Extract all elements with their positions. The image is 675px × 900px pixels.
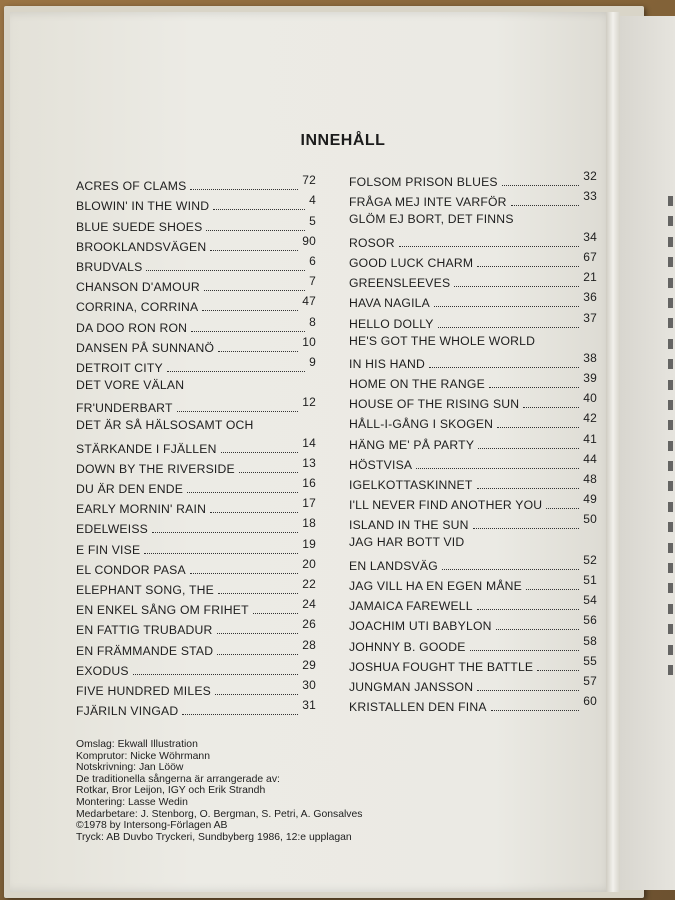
- dot-leader: [477, 609, 579, 610]
- toc-entry-title: IGELKOTTASKINNET: [349, 478, 473, 493]
- toc-entry-title: ISLAND IN THE SUN: [349, 518, 469, 533]
- dot-leader: [191, 331, 305, 332]
- toc-page-number: 30: [302, 677, 316, 692]
- toc-entry-title: EN FRÄMMANDE STAD: [76, 643, 214, 658]
- toc-page-number: 72: [302, 173, 316, 188]
- credit-line: De traditionella sångerna är arrangerade av:: [76, 773, 280, 785]
- toc-page-number: 49: [583, 492, 597, 507]
- toc-entry-title: BLOWIN' IN THE WIND: [76, 199, 210, 214]
- toc-page-number: 47: [302, 294, 316, 309]
- toc-entry-title: BRUDVALS: [76, 259, 143, 274]
- toc-page-number: 34: [583, 229, 597, 244]
- toc-entry: [76, 378, 316, 418]
- dot-leader: [399, 246, 580, 247]
- toc-entry-title: HAVA NAGILA: [349, 296, 430, 311]
- dot-leader: [429, 367, 579, 368]
- toc-entry-title: ACRES OF CLAMS: [76, 179, 187, 194]
- toc-entry: [349, 613, 597, 636]
- dot-leader: [144, 553, 298, 554]
- dot-leader: [526, 589, 579, 590]
- toc-page-number: 9: [309, 354, 316, 369]
- toc-entry-title: EN FATTIG TRUBADUR: [76, 623, 213, 638]
- toc-page-number: 48: [583, 472, 597, 487]
- dot-leader: [217, 654, 298, 655]
- toc-entry: [76, 455, 316, 479]
- toc-entry: [349, 249, 597, 273]
- dot-leader: [442, 569, 579, 570]
- toc-page-number: 52: [583, 552, 597, 567]
- dot-leader: [546, 508, 579, 509]
- toc-entry: [76, 314, 316, 337]
- toc-page-number: 17: [302, 496, 316, 511]
- toc-entry-title: JAMAICA FAREWELL: [349, 599, 473, 614]
- toc-page-number: 16: [302, 476, 316, 491]
- dot-leader: [253, 613, 298, 614]
- toc-entry-title: BROOKLANDSVÄGEN: [76, 239, 207, 254]
- toc-entry-title: I'LL NEVER FIND ANOTHER YOU: [349, 498, 543, 513]
- dot-leader: [477, 690, 579, 691]
- toc-entry-title-continued: STÄRKANDE I FJÄLLEN: [76, 441, 217, 456]
- dot-leader: [497, 427, 579, 428]
- dot-leader: [217, 633, 299, 634]
- toc-entry-title: GREENSLEEVES: [349, 276, 451, 291]
- dot-leader: [489, 387, 579, 388]
- toc-entry: [76, 476, 316, 499]
- toc-entry-title: KRISTALLEN DEN FINA: [349, 700, 487, 715]
- toc-entry: [76, 193, 316, 216]
- toc-entry: [349, 535, 597, 575]
- toc-page-number: 18: [302, 516, 316, 531]
- toc-entry: [76, 274, 316, 297]
- dot-leader: [491, 710, 580, 711]
- toc-entry: [76, 657, 316, 681]
- toc-entry-title: DET VORE VÄLAN: [76, 377, 185, 392]
- toc-page-number: 44: [583, 451, 597, 466]
- toc-entry-title: HE'S GOT THE WHOLE WORLD: [349, 333, 536, 348]
- toc-page-number: 28: [302, 637, 316, 652]
- toc-page-number: 14: [302, 435, 316, 450]
- toc-entry-title: DANSEN PÅ SUNNANÖ: [76, 340, 215, 355]
- toc-page-number: 57: [583, 673, 597, 688]
- toc-entry: [349, 310, 597, 333]
- dot-leader: [218, 351, 298, 352]
- toc-entry: [349, 169, 597, 192]
- toc-entry-title: FRÅGA MEJ INTE VARFÖR: [349, 195, 507, 210]
- dot-leader: [496, 629, 580, 630]
- dot-leader: [210, 512, 298, 513]
- toc-page-number: 56: [583, 613, 597, 628]
- toc-page-number: 60: [583, 694, 597, 709]
- toc-entry: [349, 451, 597, 475]
- toc-entry-title: DU ÄR DEN ENDE: [76, 482, 184, 497]
- toc-left-column: [76, 173, 316, 721]
- dot-leader: [206, 230, 305, 231]
- next-page-text-fragments: [668, 196, 675, 685]
- toc-entry: [349, 633, 597, 656]
- toc-page-number: 24: [302, 597, 316, 612]
- toc-entry: [76, 354, 316, 378]
- toc-page-number: 50: [583, 512, 597, 527]
- toc-entry-title: DA DOO RON RON: [76, 320, 188, 335]
- toc-entry-title: EDELWEISS: [76, 522, 149, 537]
- dot-leader: [477, 488, 580, 489]
- toc-entry: [76, 677, 316, 701]
- dot-leader: [190, 573, 298, 574]
- toc-entry-title: BLUE SUEDE SHOES: [76, 219, 203, 234]
- credit-line: Tryck: AB Duvbo Tryckeri, Sundbyberg 1986, 12:e upplagan: [76, 831, 352, 843]
- toc-entry: [349, 189, 597, 212]
- toc-entry-title: DETROIT CITY: [76, 360, 163, 375]
- toc-entry-title: FOLSOM PRISON BLUES: [349, 175, 498, 190]
- dot-leader: [438, 327, 580, 328]
- toc-entry: [76, 516, 316, 539]
- dot-leader: [454, 286, 579, 287]
- toc-entry-title-continued: IN HIS HAND: [349, 356, 426, 371]
- dot-leader: [204, 290, 305, 291]
- dot-leader: [511, 205, 580, 206]
- toc-entry-title: GOOD LUCK CHARM: [349, 255, 474, 270]
- toc-entry: [349, 653, 597, 677]
- toc-page-number: 22: [302, 576, 316, 591]
- toc-entry: [76, 576, 316, 600]
- toc-entry: [349, 593, 597, 616]
- toc-page-number: 19: [302, 536, 316, 551]
- dot-leader: [477, 266, 579, 267]
- dot-leader: [434, 306, 579, 307]
- toc-page-number: 4: [309, 193, 316, 208]
- toc-page-number: 6: [309, 253, 316, 268]
- toc-entry: [349, 334, 597, 374]
- toc-page-number: 40: [583, 391, 597, 406]
- toc-entry: [349, 391, 597, 414]
- dot-leader: [416, 468, 579, 469]
- dot-leader: [215, 694, 298, 695]
- toc-page-number: 55: [583, 653, 597, 668]
- toc-entry-title: EN ENKEL SÅNG OM FRIHET: [76, 603, 249, 618]
- toc-page-number: 67: [583, 249, 597, 264]
- toc-entry: [349, 492, 597, 515]
- toc-entry-title: JOSHUA FOUGHT THE BATTLE: [349, 659, 534, 674]
- publication-credits: [76, 739, 436, 843]
- toc-page-number: 21: [583, 270, 597, 285]
- dot-leader: [473, 528, 580, 529]
- book-gutter: [606, 12, 620, 892]
- toc-entry: [349, 694, 597, 717]
- dot-leader: [190, 189, 298, 190]
- toc-entry-title: DOWN BY THE RIVERSIDE: [76, 461, 235, 476]
- toc-page-number: 8: [309, 314, 316, 329]
- toc-page-number: 39: [583, 371, 597, 386]
- toc-entry-title: CHANSON D'AMOUR: [76, 280, 200, 295]
- dot-leader: [523, 407, 579, 408]
- dot-leader: [470, 650, 580, 651]
- toc-entry-title-continued: FR'UNDERBART: [76, 401, 173, 416]
- toc-page-number: 37: [583, 310, 597, 325]
- toc-entry: [76, 698, 316, 721]
- credit-line: ©1978 by Intersong-Förlagen AB: [76, 820, 228, 832]
- toc-entry: [76, 334, 316, 358]
- toc-page-number: 29: [302, 657, 316, 672]
- toc-page-number: 26: [302, 617, 316, 632]
- toc-entry-title: E FIN VISE: [76, 542, 141, 557]
- dot-leader: [187, 492, 298, 493]
- toc-entry-title: JAG VILL HA EN EGEN MÅNE: [349, 578, 522, 593]
- toc-page-number: 58: [583, 633, 597, 648]
- dot-leader: [133, 674, 299, 675]
- toc-page-number: 10: [302, 334, 316, 349]
- dot-leader: [213, 209, 305, 210]
- toc-entry: [349, 371, 597, 394]
- toc-page-number: 13: [302, 455, 316, 470]
- toc-entry: [76, 233, 316, 257]
- dot-leader: [177, 411, 299, 412]
- toc-entry-title: JAG HAR BOTT VID: [349, 535, 465, 550]
- dot-leader: [239, 472, 298, 473]
- toc-entry: [349, 212, 597, 252]
- toc-entry: [76, 597, 316, 620]
- toc-page-number: 5: [309, 213, 316, 228]
- toc-entry: [76, 637, 316, 660]
- toc-entry: [76, 556, 316, 580]
- toc-page-number: 42: [583, 411, 597, 426]
- toc-entry-title: EARLY MORNIN' RAIN: [76, 502, 207, 517]
- toc-entry-title-continued: ROSOR: [349, 235, 395, 250]
- toc-entry: [76, 294, 316, 317]
- toc-entry-title: JUNGMAN JANSSON: [349, 679, 474, 694]
- toc-entry: [76, 213, 316, 236]
- toc-entry: [349, 572, 597, 596]
- toc-right-column: [349, 169, 597, 717]
- toc-entry-title: ELEPHANT SONG, THE: [76, 582, 214, 597]
- toc-entry-title: FIVE HUNDRED MILES: [76, 683, 211, 698]
- toc-entry: [76, 253, 316, 277]
- dot-leader: [210, 250, 298, 251]
- dot-leader: [221, 452, 299, 453]
- toc-entry: [349, 472, 597, 495]
- toc-entry-title: EXODUS: [76, 663, 129, 678]
- toc-entry-title: JOHNNY B. GOODE: [349, 639, 466, 654]
- toc-entry-title: HOUSE OF THE RISING SUN: [349, 397, 520, 412]
- toc-page-number: 32: [583, 169, 597, 184]
- toc-entry: [76, 173, 316, 196]
- toc-page-number: 54: [583, 593, 597, 608]
- toc-entry: [349, 431, 597, 454]
- toc-entry-title: FJÄRILN VINGAD: [76, 704, 179, 719]
- toc-entry: [76, 617, 316, 640]
- toc-page-number: 12: [302, 395, 316, 410]
- toc-page-number: 41: [583, 431, 597, 446]
- toc-entry-title: JOACHIM UTI BABYLON: [349, 619, 492, 634]
- toc-entry-title: EL CONDOR PASA: [76, 562, 186, 577]
- toc-page-number: 31: [302, 698, 316, 713]
- toc-entry: [349, 512, 597, 535]
- toc-entry: [76, 496, 316, 519]
- toc-entry-title-continued: EN LANDSVÄG: [349, 558, 438, 573]
- toc-page-number: 38: [583, 350, 597, 365]
- dot-leader: [478, 448, 579, 449]
- toc-page-number: 90: [302, 233, 316, 248]
- toc-entry-title: CORRINA, CORRINA: [76, 300, 199, 315]
- toc-page-number: 7: [309, 274, 316, 289]
- next-page-edge: [620, 16, 675, 890]
- toc-entry: [349, 673, 597, 697]
- dot-leader: [167, 371, 305, 372]
- dot-leader: [182, 714, 298, 715]
- toc-page-number: 20: [302, 556, 316, 571]
- toc-entry: [349, 411, 597, 434]
- credit-line: Notskrivning: Jan Lööw: [76, 762, 184, 774]
- credit-line: Medarbetare: J. Stenborg, O. Bergman, S. Petri, A. Gonsalves: [76, 808, 363, 820]
- toc-entry: [349, 270, 597, 293]
- toc-page-number: 51: [583, 572, 597, 587]
- toc-entry-title: HÄNG ME' PÅ PARTY: [349, 437, 475, 452]
- credit-line: Rotkar, Bror Leijon, IGY och Erik Strandh: [76, 785, 266, 797]
- toc-page-number: 36: [583, 290, 597, 305]
- credit-line: Omslag: Ekwall Illustration: [76, 739, 198, 750]
- toc-entry: [76, 418, 316, 458]
- toc-entry: [76, 536, 316, 559]
- credit-line: Komprutor: Nicke Wöhrmann: [76, 750, 210, 762]
- toc-entry-title: HÅLL-I-GÅNG I SKOGEN: [349, 417, 494, 432]
- dot-leader: [502, 185, 580, 186]
- toc-entry-title: HELLO DOLLY: [349, 316, 434, 331]
- credit-line: Montering: Lasse Wedin: [76, 796, 188, 808]
- dot-leader: [218, 593, 298, 594]
- dot-leader: [152, 532, 298, 533]
- toc-page-number: 33: [583, 189, 597, 204]
- toc-entry: [349, 290, 597, 313]
- toc-entry-title: DET ÄR SÅ HÄLSOSAMT OCH: [76, 418, 254, 433]
- dot-leader: [202, 310, 298, 311]
- page-title: INNEHÅLL: [300, 132, 386, 149]
- dot-leader: [146, 270, 305, 271]
- toc-entry-title: GLÖM EJ BORT, DET FINNS: [349, 212, 514, 227]
- toc-entry-title: HÖSTVISA: [349, 457, 413, 472]
- dot-leader: [537, 670, 579, 671]
- toc-entry-title: HOME ON THE RANGE: [349, 377, 485, 392]
